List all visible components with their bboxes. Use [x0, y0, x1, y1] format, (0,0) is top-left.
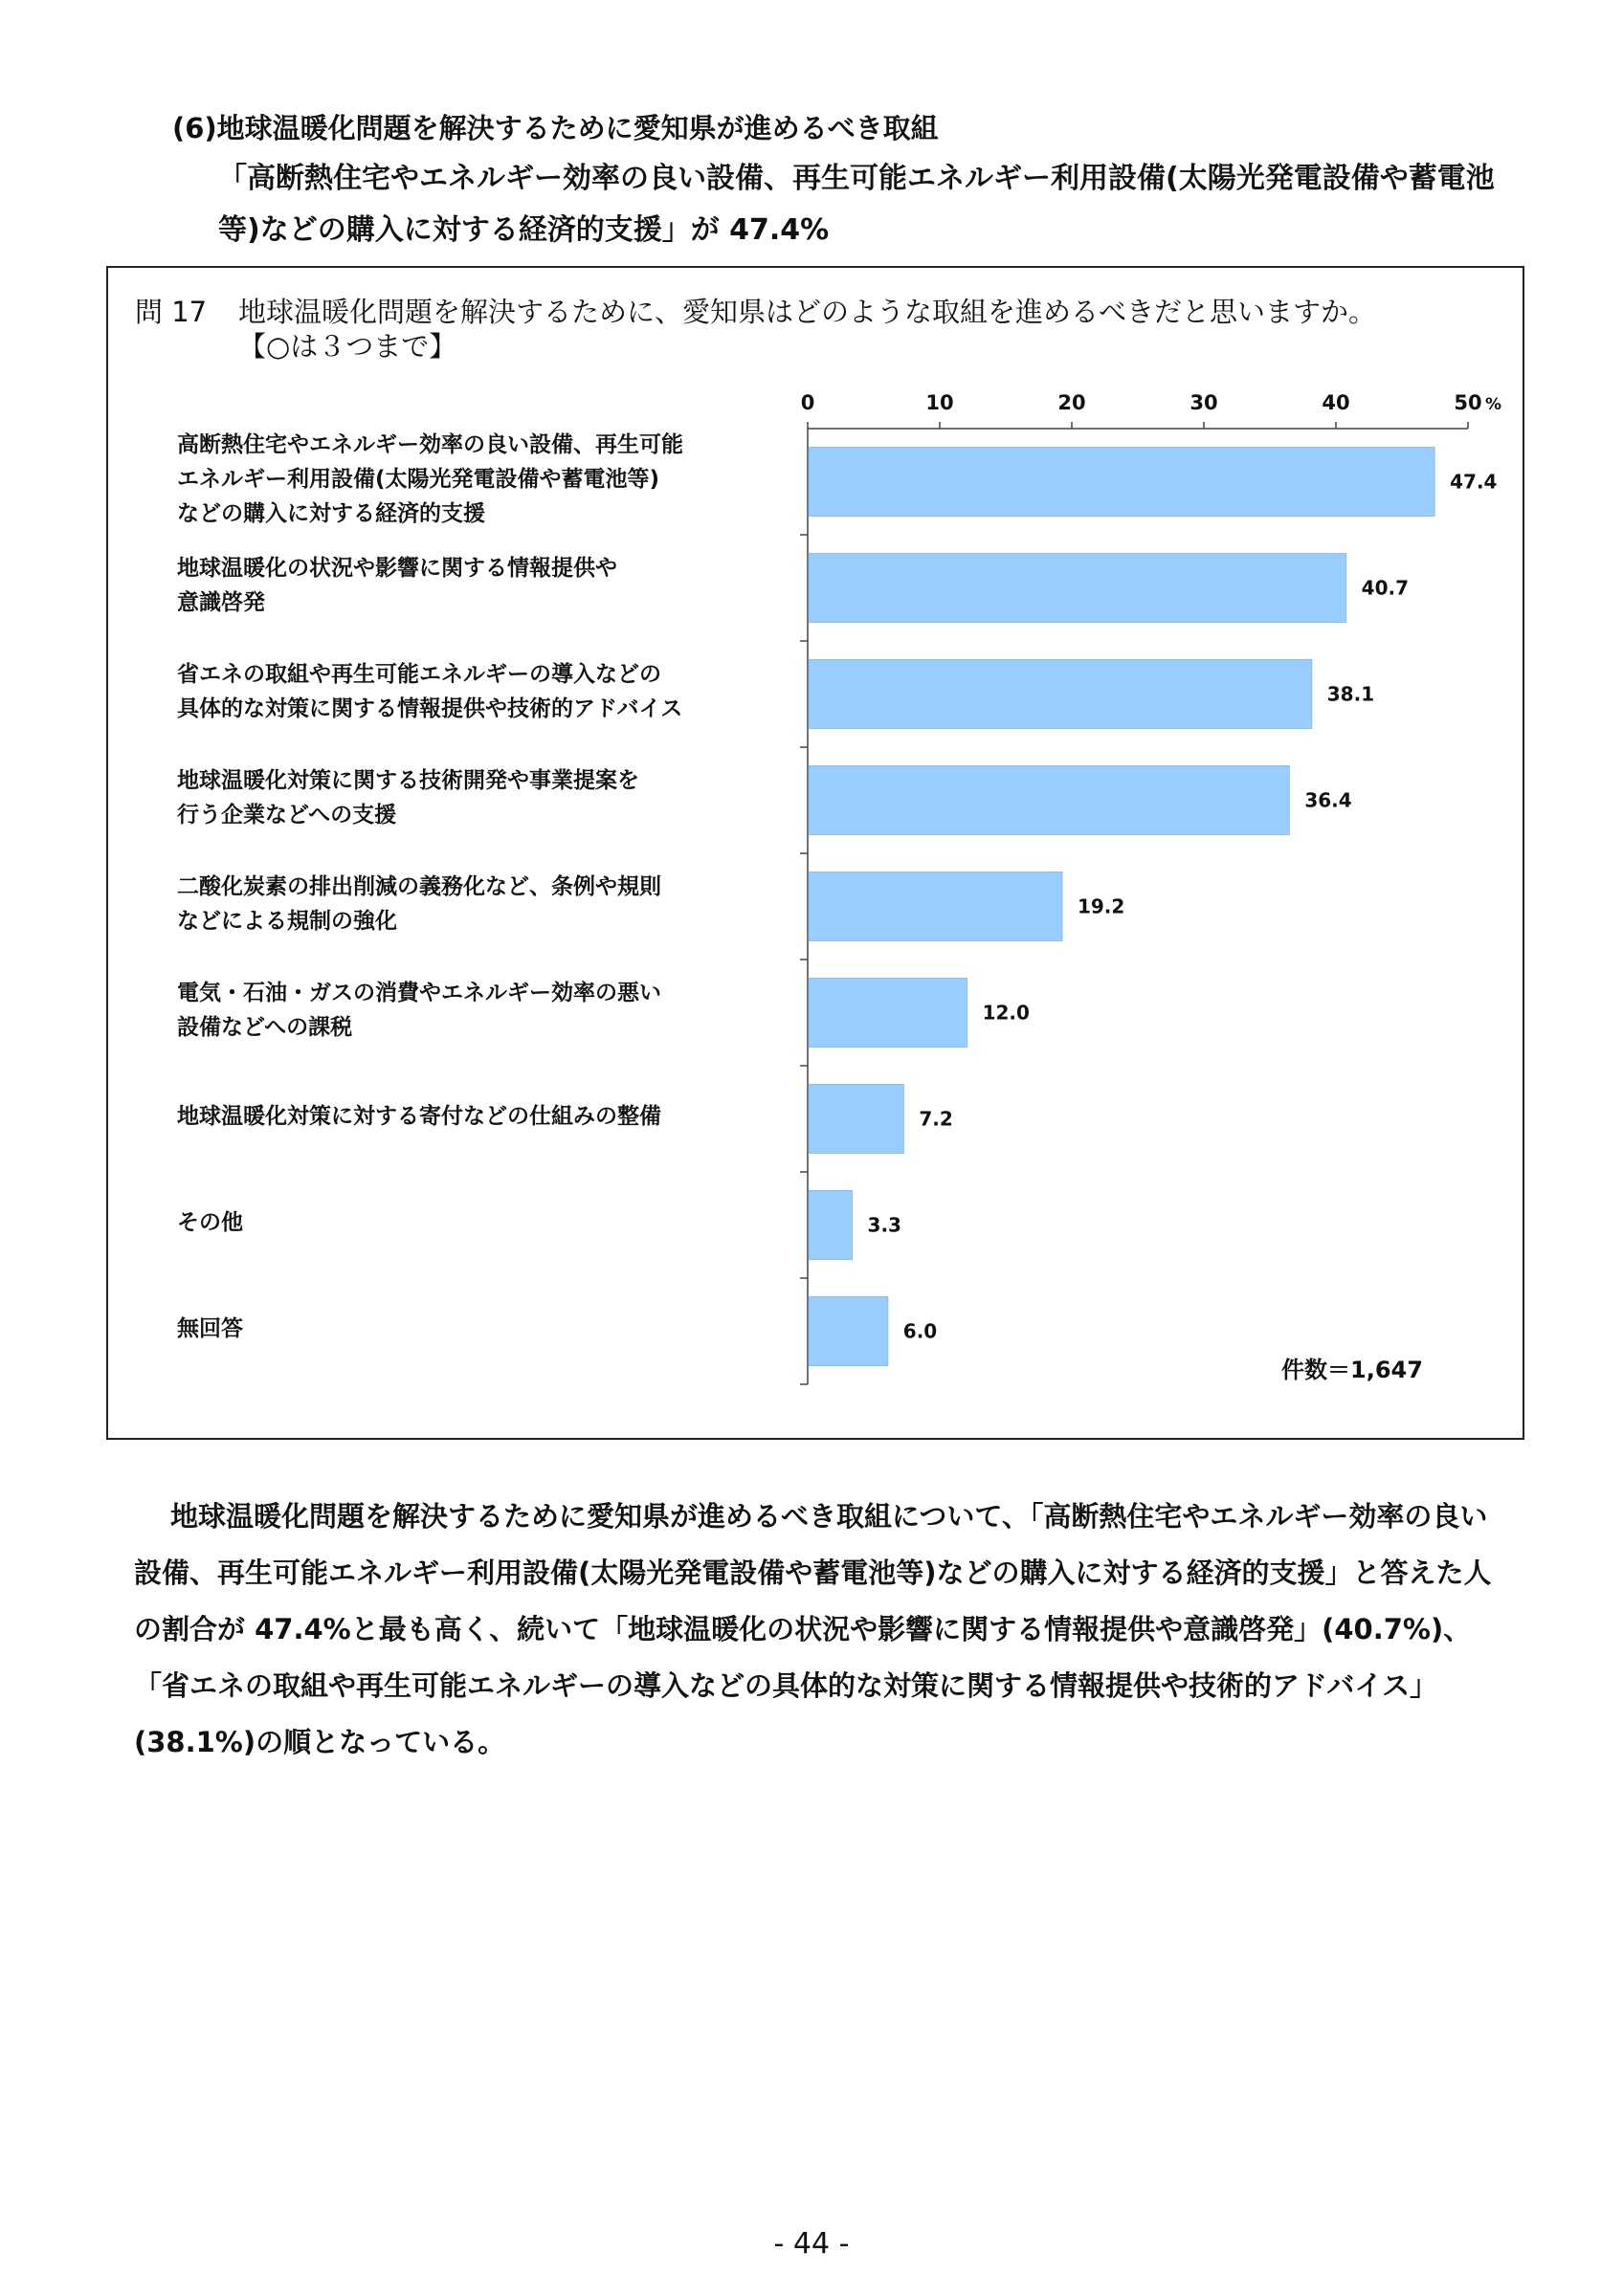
question-note: 【○は３つまで】: [238, 330, 457, 363]
bar: [809, 766, 1289, 835]
data-label: 7.2: [919, 1107, 953, 1131]
data-label: 3.3: [867, 1213, 901, 1237]
x-tick-label: 0: [800, 391, 815, 414]
question-text: 地球温暖化問題を解決するために、愛知県はどのような取組を進めるべきだと思いますか。: [238, 296, 1377, 328]
category-label: その他: [177, 1209, 243, 1235]
x-tick-label: 10: [925, 391, 954, 414]
category-label: 二酸化炭素の排出削減の義務化など、条例や規則 などによる規制の強化: [177, 873, 661, 934]
category-label: 省エネの取組や再生可能エネルギーの導入などの 具体的な対策に関する情報提供や技術的アドバイス: [177, 661, 683, 721]
category-label: 地球温暖化対策に関する技術開発や事業提案を 行う企業などへの支援: [177, 767, 639, 828]
bar-chart: [108, 268, 1524, 1440]
x-tick-label: 40: [1322, 391, 1350, 414]
category-label: 無回答: [177, 1315, 243, 1341]
data-label: 47.4: [1450, 470, 1498, 494]
category-label: 高断熱住宅やエネルギー効率の良い設備、再生可能 エネルギー利用設備(太陽光発電設備や蓄電池等) などの購入に対する経済的支援: [177, 431, 683, 526]
data-label: 40.7: [1361, 576, 1410, 600]
x-tick-label: 20: [1057, 391, 1086, 414]
response-count: 件数＝1,647: [1281, 1357, 1423, 1383]
question-number: 問 17: [135, 296, 208, 328]
bar: [809, 554, 1346, 623]
chart-frame: [106, 266, 1524, 1440]
bar: [809, 872, 1062, 941]
x-tick-label: 30: [1189, 391, 1218, 414]
data-label: 12.0: [982, 1001, 1030, 1025]
bar: [809, 979, 967, 1048]
bar: [809, 448, 1434, 517]
page-number: - 44 -: [773, 2227, 850, 2261]
bar: [809, 1085, 903, 1154]
x-unit-label: %: [1485, 395, 1502, 414]
category-label: 地球温暖化対策に対する寄付などの仕組みの整備: [177, 1103, 661, 1129]
data-label: 38.1: [1326, 682, 1375, 706]
data-label: 6.0: [902, 1319, 938, 1343]
bar: [809, 1297, 888, 1366]
x-tick-label: 50: [1454, 391, 1482, 414]
data-label: 19.2: [1077, 894, 1125, 918]
bar: [809, 660, 1312, 729]
data-label: 36.4: [1304, 788, 1352, 812]
category-label: 電気・石油・ガスの消費やエネルギー効率の悪い 設備などへの課税: [177, 980, 661, 1040]
body-paragraph: 地球温暖化問題を解決するために愛知県が進めるべき取組について、「高断熱住宅やエネルギー効率の良い設備、再生可能エネルギー利用設備(太陽光発電設備や蓄電池等)などの購入に対する経済的支援」と答えた人の割合が 47.4%と最も高く、続いて「地球温暖化の状況や影響に関する情報提供や意識啓発」(40.7%)、「省エネの取組や再生可能エネルギーの導入などの具体的な対策に関する情報提供や技術的アドバイス」(38.1%)の順となっている。: [134, 1500, 1492, 1758]
section-summary: 「高断熱住宅やエネルギー効率の良い設備、再生可能エネルギー利用設備(太陽光発電設備や蓄電池等)などの購入に対する経済的支援」が 47.4%: [218, 162, 1495, 247]
category-label: 地球温暖化の状況や影響に関する情報提供や 意識啓発: [177, 555, 617, 615]
section-heading: (6)地球温暖化問題を解決するために愛知県が進めるべき取組: [172, 112, 939, 144]
bar: [809, 1191, 853, 1260]
